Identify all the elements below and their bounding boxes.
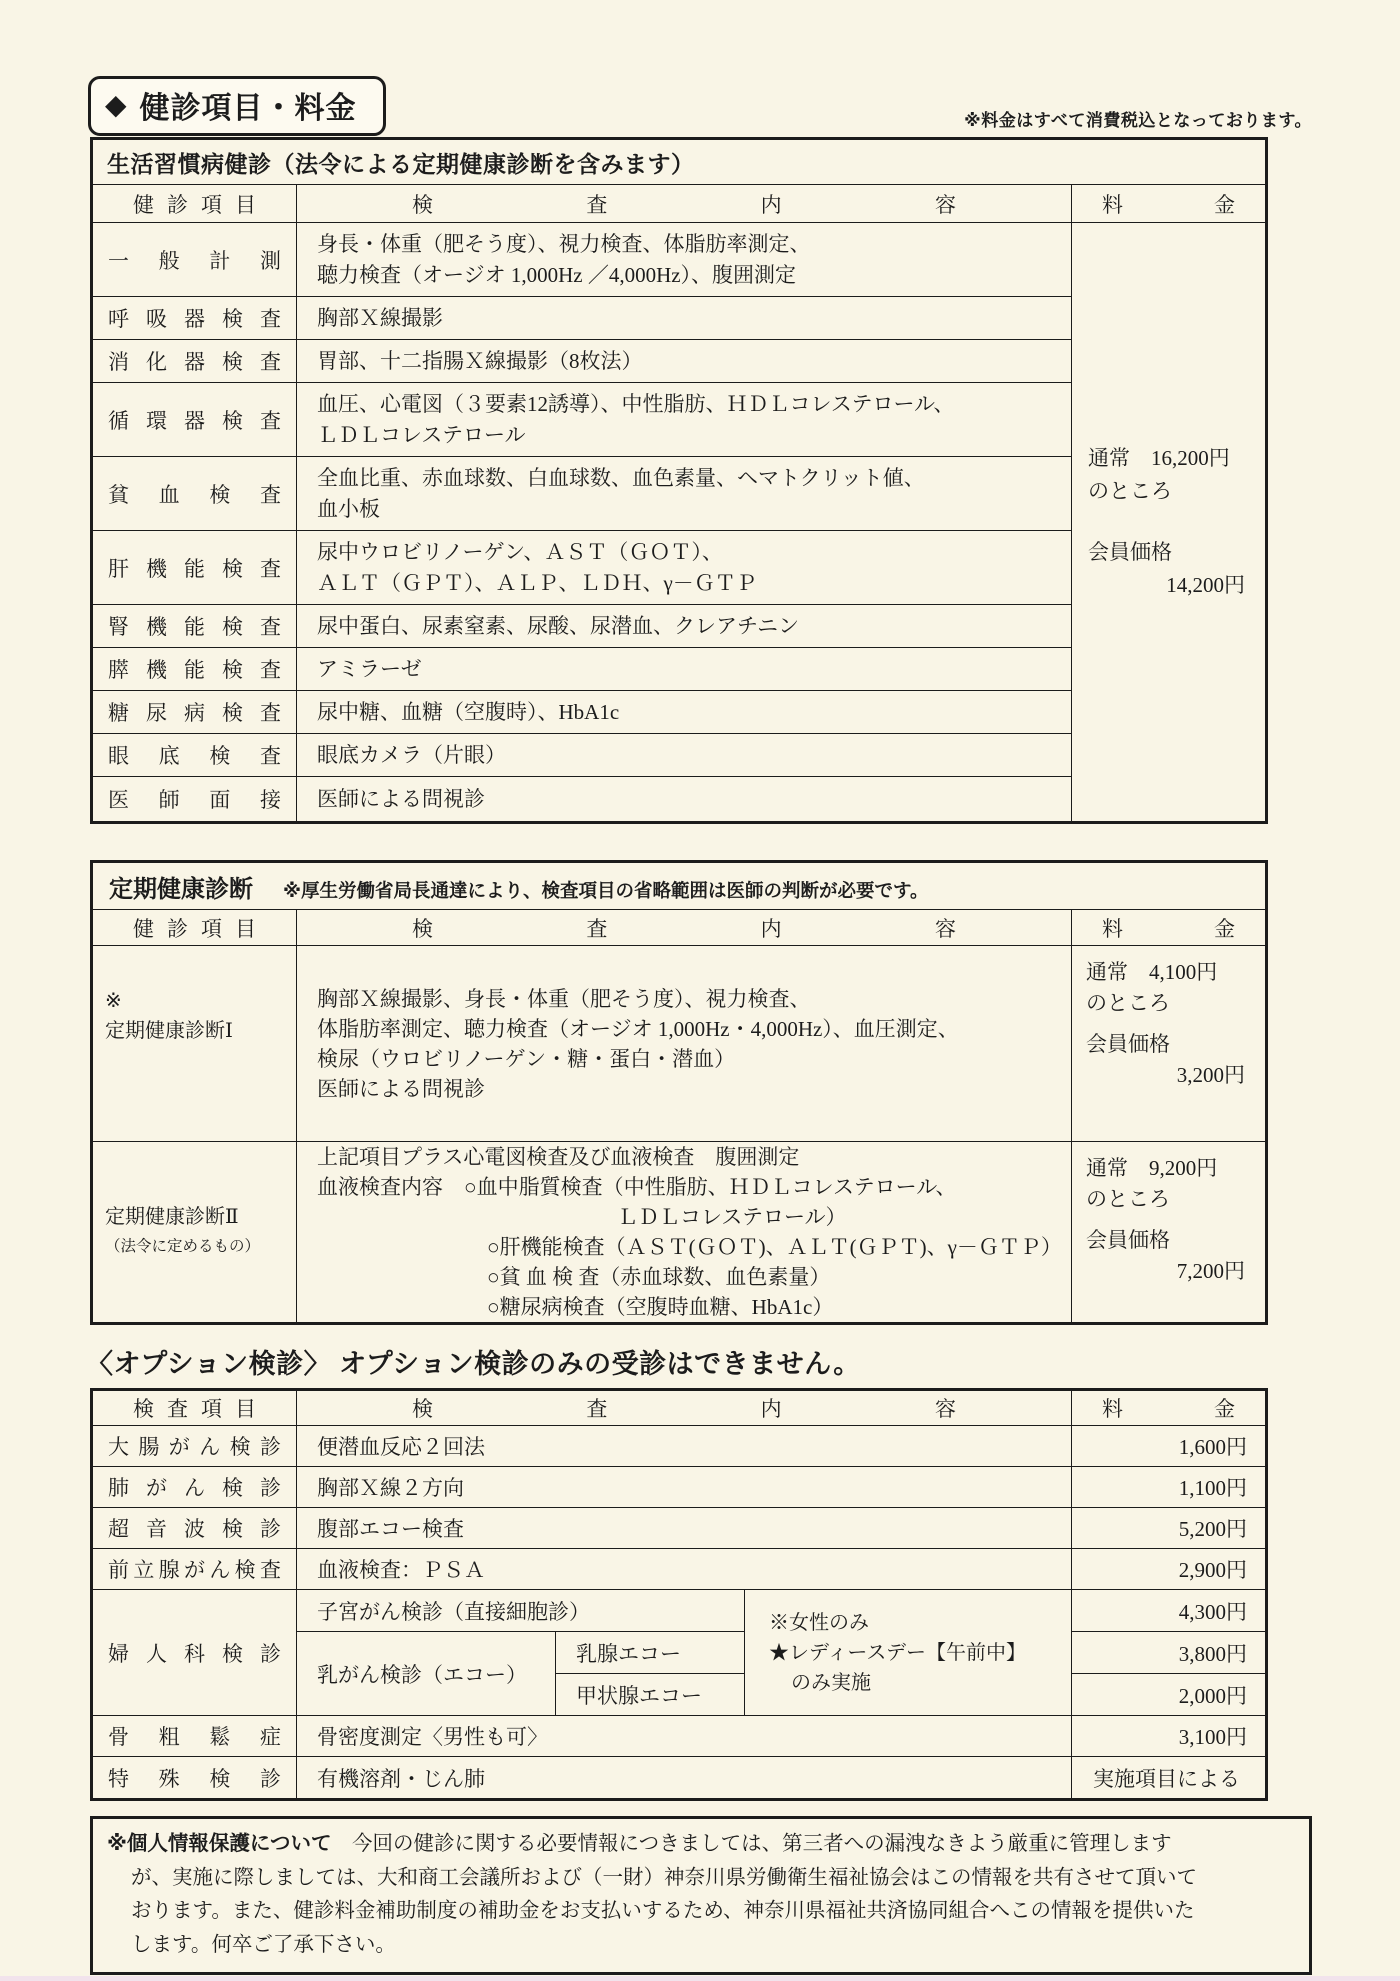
content-cell — [297, 340, 1072, 383]
col-header-content: 検査内容 — [297, 910, 1072, 946]
content-cell — [297, 605, 1072, 648]
content-cell — [297, 648, 1072, 691]
item-line-sub: （法令に定めるもの） — [105, 1238, 261, 1255]
content-line: 検尿（ウロビリノーゲン・糖・蛋白・潜血） — [317, 1046, 736, 1071]
table-title-row — [92, 862, 1267, 910]
price-cell: 3,800円 — [1072, 1632, 1267, 1674]
content-cell: 骨密度測定〈男性も可〉 — [297, 1716, 1072, 1757]
col-header-item: 健診項目 — [92, 185, 297, 223]
lifestyle-checkup-table — [90, 137, 1268, 824]
content-line: 血小板 — [317, 496, 380, 521]
content-cell — [297, 223, 1072, 297]
item-cell: 貧血検査 — [92, 457, 297, 531]
price-cell: 3,100円 — [1072, 1716, 1267, 1757]
item-cell: 特殊検診 — [92, 1757, 297, 1800]
item-cell: 前立腺がん検査 — [92, 1549, 297, 1590]
content-line: ○貧 血 検 査（赤血球数、血色素量） — [487, 1265, 831, 1289]
member-price-label: 会員価格 — [1086, 1032, 1170, 1056]
content-cell — [297, 734, 1072, 777]
periodic-table-title-cell — [92, 862, 1267, 910]
content-cell — [297, 1142, 1072, 1324]
price-cell: 1,100円 — [1072, 1467, 1267, 1508]
privacy-title: ※個人情報保護について — [107, 1832, 332, 1855]
content-cell — [297, 531, 1072, 605]
item-cell: 肺がん検診 — [92, 1467, 297, 1508]
scan-edge-artifact — [0, 1976, 1400, 1981]
privacy-line: おります。また、健診料金補助制度の補助金をお支払いするため、神奈川県福祉共済協同組合へこの情報を提供いた — [131, 1900, 1195, 1922]
table-row — [92, 1590, 1267, 1632]
table-title-row — [92, 139, 1267, 185]
content-line: 全血比重、赤血球数、白血球数、血色素量、ヘマトクリット値、 — [317, 465, 925, 490]
spacer — [1088, 508, 1251, 536]
content-line: ＬＤＬコレステロール — [317, 422, 526, 447]
item-cell — [92, 1142, 297, 1324]
privacy-line — [107, 1827, 1295, 1862]
item-line: 定期健康診断Ⅰ — [105, 1020, 233, 1042]
item-cell: 一般計測 — [92, 223, 297, 297]
member-price-value: 7,200円 — [1176, 1259, 1246, 1283]
item-cell: 眼底検査 — [92, 734, 297, 777]
note-line: ★レディースデー【午前中】 — [769, 1641, 1026, 1664]
content-cell — [297, 691, 1072, 734]
content-cell: 甲状腺エコー — [556, 1674, 745, 1716]
privacy-line: が、実施に際しましては、大和商工会議所および（一財）神奈川県労働衛生福祉協会はこの情報を共有させて頂いて — [131, 1866, 1197, 1889]
table-row — [92, 946, 1267, 1142]
spacer — [1086, 1019, 1251, 1029]
item-cell: 循環器検査 — [92, 383, 297, 457]
content-line: アミラーゼ — [317, 656, 422, 681]
content-line: 尿中糖、血糖（空腹時）、HbA1c — [317, 699, 620, 724]
table-row — [92, 1757, 1267, 1800]
content-line: 聴力検査（オージオ 1,000Hz ／4,000Hz）、腹囲測定 — [317, 262, 797, 287]
item-cell: 婦人科検診 — [92, 1590, 297, 1716]
item-cell: 骨粗鬆症 — [92, 1716, 297, 1757]
content-line: 医師による問視診 — [317, 1076, 485, 1101]
content-cell: 便潜血反応２回法 — [297, 1426, 1072, 1467]
price-cell: 2,000円 — [1072, 1674, 1267, 1716]
option-section-title: 〈オプション検診〉 オプション検診のみの受診はできません。 — [86, 1349, 861, 1379]
content-cell: 胸部Ｘ線２方向 — [297, 1467, 1072, 1508]
price-cell — [1072, 1142, 1267, 1324]
content-line: 血圧、心電図（３要素12誘導）、中性脂肪、ＨＤＬコレステロール、 — [317, 391, 955, 416]
price-cell — [1072, 946, 1267, 1142]
note-line: のみ実施 — [791, 1671, 871, 1694]
content-line: 尿中ウロビリノーゲン、ＡＳＴ（ＧＯＴ）、 — [317, 539, 723, 564]
price-cell: 2,900円 — [1072, 1549, 1267, 1590]
content-cell — [297, 946, 1072, 1142]
price-notokoro: のところ — [1086, 991, 1170, 1015]
content-cell: 乳腺エコー — [556, 1632, 745, 1674]
col-header-item: 健診項目 — [92, 910, 297, 946]
content-cell: 血液検査：ＰＳＡ — [297, 1549, 1072, 1590]
header-row — [92, 185, 1267, 223]
item-line: ※ — [105, 990, 122, 1012]
privacy-line: します。何卒ご了承下さい。 — [131, 1933, 396, 1956]
member-price-label: 会員価格 — [1086, 1228, 1170, 1252]
header-row — [92, 1390, 1267, 1426]
price-cell: 4,300円 — [1072, 1590, 1267, 1632]
price-cell: 実施項目による — [1072, 1757, 1267, 1800]
member-price-label: 会員価格 — [1088, 540, 1172, 564]
price-cell: 5,200円 — [1072, 1508, 1267, 1549]
regular-price: 通常 16,200円 — [1088, 446, 1230, 470]
col-header-content: 検査内容 — [297, 185, 1072, 223]
content-line: 胸部Ｘ線撮影、身長・体重（肥そう度）、視力検査、 — [317, 986, 811, 1011]
item-cell: 医師面接 — [92, 777, 297, 823]
periodic-table-subtitle: ※厚生労働省局長通達により、検査項目の省略範囲は医師の判断が必要です。 — [283, 879, 929, 901]
note-line: ※女性のみ — [769, 1611, 869, 1634]
privacy-notice-box — [90, 1816, 1312, 1975]
content-cell — [297, 457, 1072, 531]
table-row — [92, 1549, 1267, 1590]
option-checkup-table — [90, 1388, 1268, 1801]
col-header-content: 検査内容 — [297, 1390, 1072, 1426]
spacer — [1086, 1215, 1251, 1225]
content-line: ○肝機能検査（ＡＳＴ(ＧＯＴ)、ＡＬＴ(ＧＰＴ)、γ－ＧＴＰ） — [487, 1235, 1062, 1259]
regular-price: 通常 4,100円 — [1086, 960, 1218, 984]
table-row — [92, 1508, 1267, 1549]
content-line: ○糖尿病検査（空腹時血糖、HbA1c） — [487, 1295, 834, 1319]
table-row — [92, 1467, 1267, 1508]
page-title: 健診項目・料金 — [139, 92, 357, 125]
content-line: ＡＬＴ（ＧＰＴ）、ＡＬＰ、ＬＤＨ、γ－ＧＴＰ — [317, 570, 757, 595]
content-line: 上記項目プラス心電図検査及び血液検査 腹囲測定 — [317, 1145, 800, 1169]
member-price-value: 14,200円 — [1166, 573, 1245, 597]
item-cell — [92, 946, 297, 1142]
price-cell — [1072, 223, 1267, 823]
content-cell: 子宮がん検診（直接細胞診） — [297, 1590, 745, 1632]
price-cell: 1,600円 — [1072, 1426, 1267, 1467]
col-header-price: 料金 — [1072, 910, 1267, 946]
price-notokoro: のところ — [1086, 1187, 1170, 1211]
item-cell: 超音波検診 — [92, 1508, 297, 1549]
item-cell: 膵機能検査 — [92, 648, 297, 691]
table-row — [92, 1142, 1267, 1324]
women-only-note-cell — [745, 1590, 1072, 1716]
content-line: 胃部、十二指腸Ｘ線撮影（8枚法） — [317, 348, 643, 373]
price-notokoro: のところ — [1088, 479, 1172, 503]
periodic-checkup-table — [90, 860, 1268, 1325]
content-line: 胸部Ｘ線撮影 — [317, 305, 443, 330]
item-cell: 糖尿病検査 — [92, 691, 297, 734]
col-header-price: 料金 — [1072, 1390, 1267, 1426]
table-row — [92, 1426, 1267, 1467]
content-line: 身長・体重（肥そう度）、視力検査、体脂肪率測定、 — [317, 231, 811, 256]
item-cell: 消化器検査 — [92, 340, 297, 383]
content-line: 尿中蛋白、尿素窒素、尿酸、尿潜血、クレアチニン — [317, 613, 800, 638]
content-cell: 有機溶剤・じん肺 — [297, 1757, 1072, 1800]
tax-included-note: ※料金はすべて消費税込となっております。 — [964, 111, 1312, 130]
privacy-line-text: 今回の健診に関する必要情報につきましては、第三者への漏洩なきよう厳重に管理します — [331, 1833, 1172, 1855]
content-line: ＬＤＬコレステロール） — [617, 1205, 847, 1229]
content-line: 医師による問視診 — [317, 786, 485, 811]
member-price-value: 3,200円 — [1176, 1063, 1246, 1087]
lifestyle-table-title: 生活習慣病健診（法令による定期健康診断を含みます） — [92, 139, 1267, 185]
content-cell — [297, 777, 1072, 823]
content-line: 血液検査内容 ○血中脂質検査（中性脂肪、ＨＤＬコレステロール、 — [317, 1175, 957, 1199]
diamond-icon: ◆ — [105, 89, 128, 120]
content-cell — [297, 383, 1072, 457]
content-cell — [297, 297, 1072, 340]
col-header-price: 料金 — [1072, 185, 1267, 223]
item-cell: 肝機能検査 — [92, 531, 297, 605]
table-row — [92, 223, 1267, 297]
item-cell: 呼吸器検査 — [92, 297, 297, 340]
header-row — [92, 910, 1267, 946]
item-line: 定期健康診断Ⅱ — [105, 1206, 239, 1228]
content-cell: 乳がん検診（エコー） — [297, 1632, 556, 1716]
item-cell: 大腸がん検診 — [92, 1426, 297, 1467]
table-row — [92, 1716, 1267, 1757]
item-cell: 腎機能検査 — [92, 605, 297, 648]
content-line: 眼底カメラ（片眼） — [317, 742, 506, 767]
content-cell: 腹部エコー検査 — [297, 1508, 1072, 1549]
content-line: 体脂肪率測定、聴力検査（オージオ 1,000Hz・4,000Hz）、血圧測定、 — [317, 1016, 959, 1041]
regular-price: 通常 9,200円 — [1086, 1156, 1218, 1180]
col-header-item: 検査項目 — [92, 1390, 297, 1426]
periodic-table-title: 定期健康診断 — [109, 875, 253, 903]
